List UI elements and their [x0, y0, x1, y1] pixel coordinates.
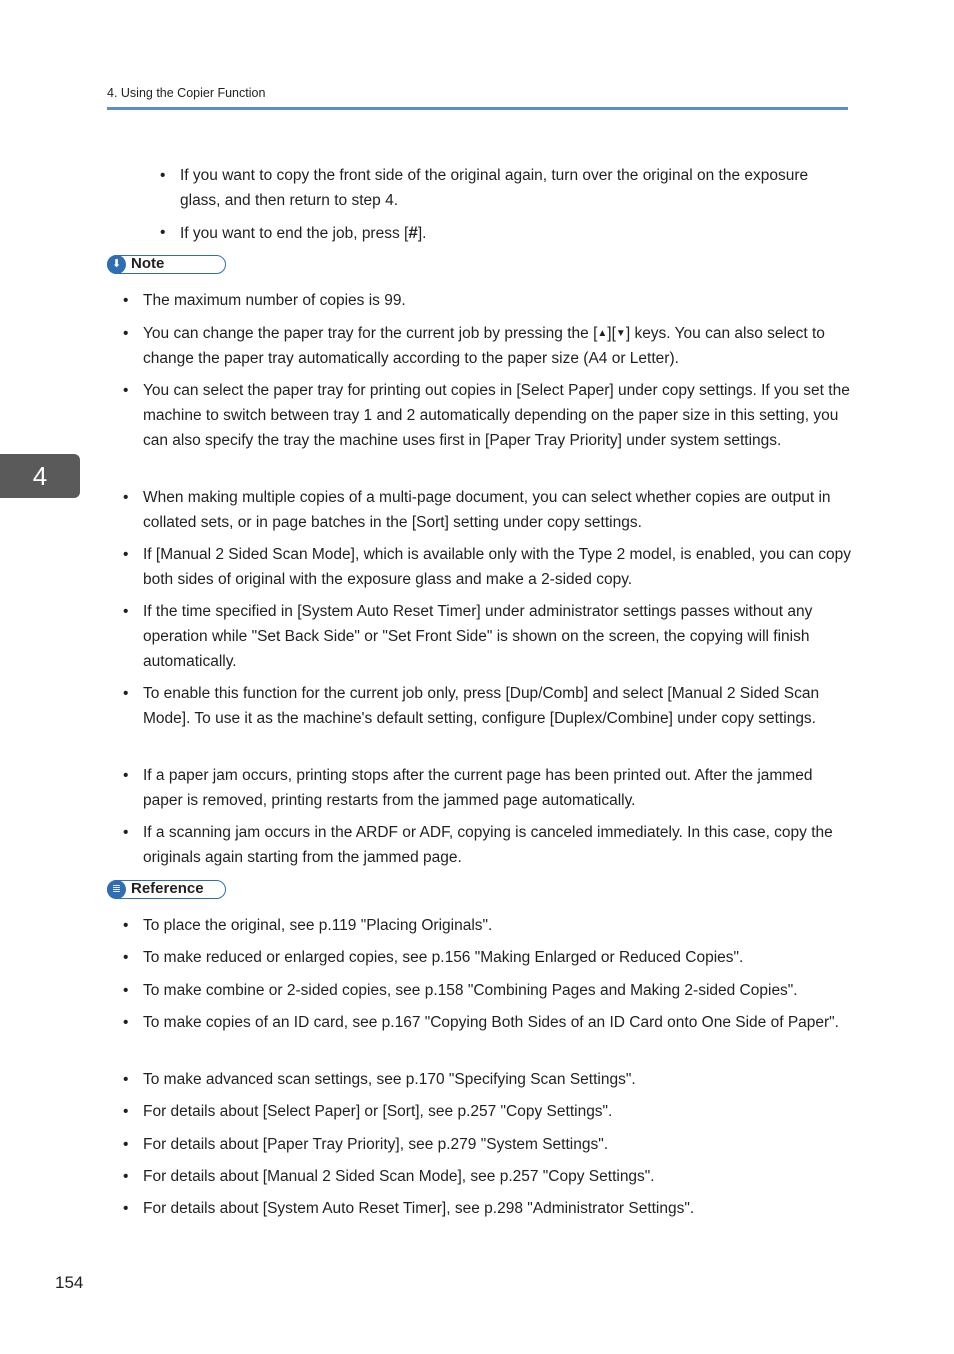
list-item: • When making multiple copies of a multi-page document, you can select whether copies are output in collated sets, or in page batches in the [Sort] setting under copy settings. — [143, 485, 853, 535]
list-item: • If the time specified in [System Auto Reset Timer] under administrator settings passes without any operation while "Set Back Side" or "Set Front Side" is shown on the screen, the copying will finish automatically. — [143, 599, 853, 674]
header-rule — [107, 107, 848, 110]
list-item: • For details about [Paper Tray Priority], see p.279 "System Settings". — [143, 1132, 853, 1157]
hash-key-icon: # — [408, 223, 418, 242]
list-item: • If a paper jam occurs, printing stops after the current page has been printed out. After the jammed paper is removed, printing restarts from the jammed page automatically. — [143, 763, 853, 813]
document-icon: ≣ — [107, 880, 126, 899]
up-key-icon: ▲ — [597, 328, 608, 339]
down-key-icon: ▼ — [615, 328, 626, 339]
list-item: • To make advanced scan settings, see p.170 "Specifying Scan Settings". — [143, 1067, 853, 1092]
reference-label — [107, 880, 226, 899]
list-item: • For details about [Select Paper] or [Sort], see p.257 "Copy Settings". — [143, 1099, 853, 1124]
chapter-tab: 4 — [0, 454, 80, 498]
list-item: • To make copies of an ID card, see p.167 "Copying Both Sides of an ID Card onto One Side of Paper". — [143, 1010, 853, 1035]
list-item: • If you want to end the job, press [#]. — [180, 220, 845, 246]
page-number: 154 — [55, 1273, 84, 1292]
list-item: • If [Manual 2 Sided Scan Mode], which is available only with the Type 2 model, is enabled, you can copy both sides of original with the exposure glass and make a 2-sided copy. — [143, 542, 853, 592]
list-item: • If a scanning jam occurs in the ARDF or ADF, copying is canceled immediately. In this case, copy the originals again starting from the jammed page. — [143, 820, 853, 870]
list-item: • To make combine or 2-sided copies, see p.158 "Combining Pages and Making 2-sided Copies". — [143, 978, 853, 1003]
down-arrow-icon: ⬇ — [107, 255, 126, 274]
list-item: • The maximum number of copies is 99. — [143, 288, 853, 313]
list-item: • You can change the paper tray for the current job by pressing the [▲][▼] keys. You can also select to change the paper tray automatically according to the paper size (A4 or Letter). — [143, 321, 853, 371]
note-label — [107, 255, 226, 274]
list-item: • You can select the paper tray for printing out copies in [Select Paper] under copy settings. If you set the machine to switch between tray 1 and 2 automatically depending on the paper size in this setting, you can also specify the tray the machine uses first in [Paper Tray Priority] under system settings. — [143, 378, 853, 453]
note-label-text: Note — [131, 255, 165, 272]
list-item: • For details about [Manual 2 Sided Scan Mode], see p.257 "Copy Settings". — [143, 1164, 853, 1189]
running-header: 4. Using the Copier Function — [107, 86, 266, 100]
list-item: • For details about [System Auto Reset Timer], see p.298 "Administrator Settings". — [143, 1196, 853, 1221]
reference-label-text: Reference — [131, 880, 204, 897]
list-item: • If you want to copy the front side of the original again, turn over the original on the exposure glass, and then return to step 4. — [180, 163, 845, 213]
list-item: • To enable this function for the current job only, press [Dup/Comb] and select [Manual 2 Sided Scan Mode]. To use it as the machine's default setting, configure [Duplex/Combine] under copy settings. — [143, 681, 853, 731]
list-item: • To make reduced or enlarged copies, see p.156 "Making Enlarged or Reduced Copies". — [143, 945, 853, 970]
list-item: • To place the original, see p.119 "Placing Originals". — [143, 913, 853, 938]
